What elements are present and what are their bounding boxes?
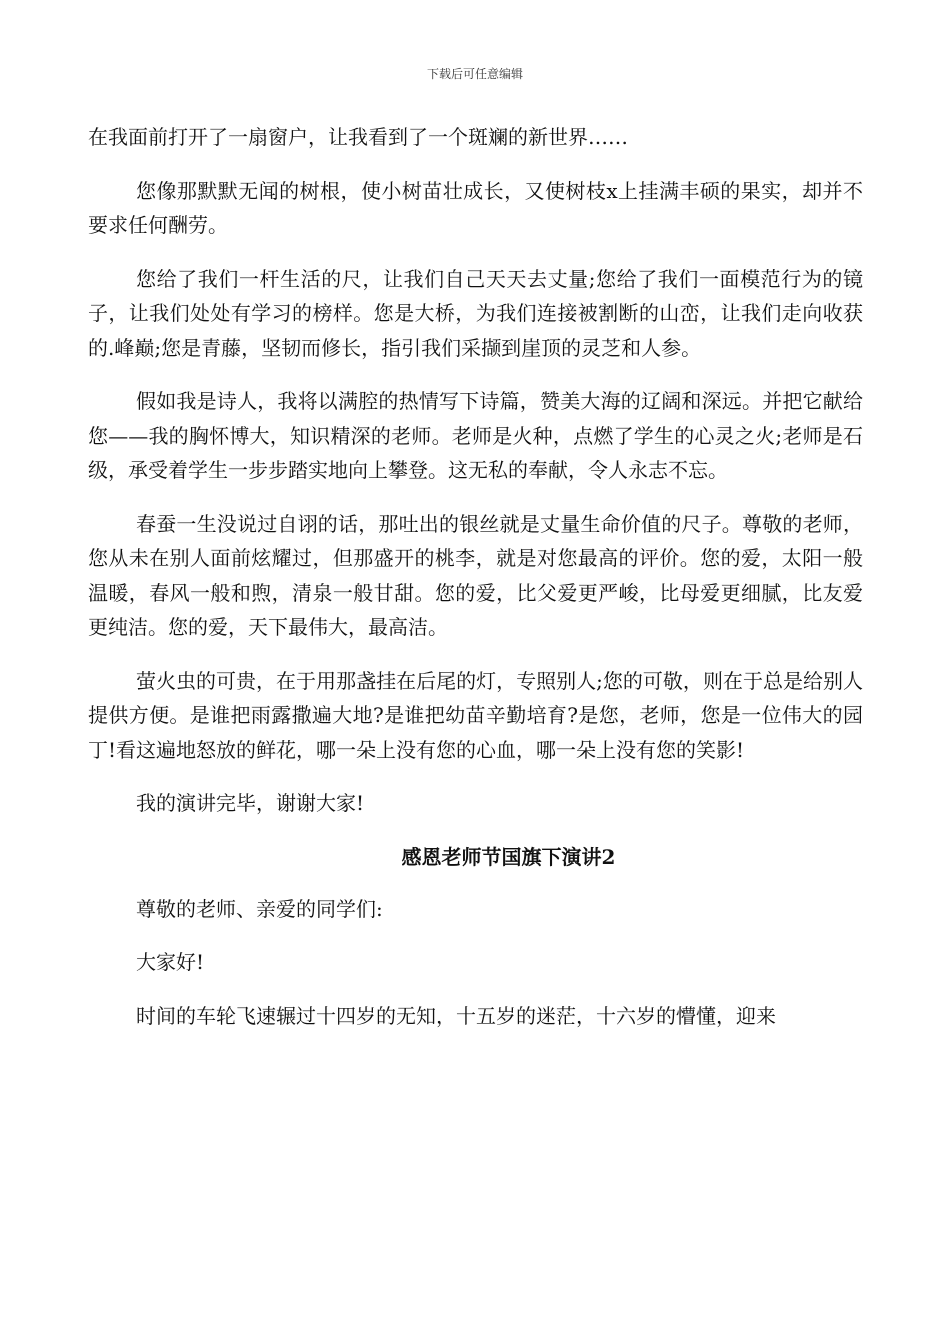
paragraph-4: 假如我是诗人，我将以满腔的热情写下诗篇，赞美大海的辽阔和深远。并把它献给您——我的胸怀博大，知识精深的老师。老师是火种，点燃了学生的心灵之火;老师是石级，承受着学生一步步踏实地向上攀登。这无私的奉献，令人永志不忘。 [88,389,863,482]
paragraph-3: 您给了我们一杆生活的尺，让我们自己天天去丈量;您给了我们一面模范行为的镜子，让我们处处有学习的榜样。您是大桥，为我们连接被割断的山峦，让我们走向收获的.峰巅;您是青藤，坚韧而修长，指引我们采撷到崖顶的灵芝和人参。 [88,266,863,360]
paragraph-2: 您像那默默无闻的树根，使小树苗壮成长，又使树枝x上挂满丰硕的果实，却并不要求任何酬劳。 [88,178,863,237]
paragraph-5: 春蚕一生没说过自诩的话，那吐出的银丝就是丈量生命价值的尺子。尊敬的老师，您从未在别人面前炫耀过，但那盛开的桃李，就是对您最高的评价。您的爱，太阳一般温暖，春风一般和煦，清泉一般甘甜。您的爱，比父爱更严峻，比母爱更细腻，比友爱更纯洁。您的爱，天下最伟大，最高洁。 [88,511,863,639]
paragraph-9: 大家好! [136,950,205,974]
paragraph-6: 萤火虫的可贵，在于用那盏挂在后尾的灯，专照别人;您的可敬，则在于总是给别人提供方便。是谁把雨露撒遍大地?是谁把幼苗辛勤培育?是您，老师，您是一位伟大的园丁!看这遍地怒放的鲜花，哪一朵上没有您的心血，哪一朵上没有您的笑影! [88,668,863,762]
paragraph-8: 尊敬的老师、亲爱的同学们: [136,896,383,921]
paragraph-10: 时间的车轮飞速辗过十四岁的无知，十五岁的迷茫，十六岁的懵懂，迎来 [136,1003,776,1028]
page-header: 下载后可任意编辑 [426,67,523,81]
document-body [88,120,863,1052]
paragraph-1: 在我面前打开了一扇窗户，让我看到了一个斑斓的新世界…… [88,125,628,149]
section-title: 感恩老师节国旗下演讲2 [401,844,616,869]
paragraph-7: 我的演讲完毕，谢谢大家! [136,791,365,815]
